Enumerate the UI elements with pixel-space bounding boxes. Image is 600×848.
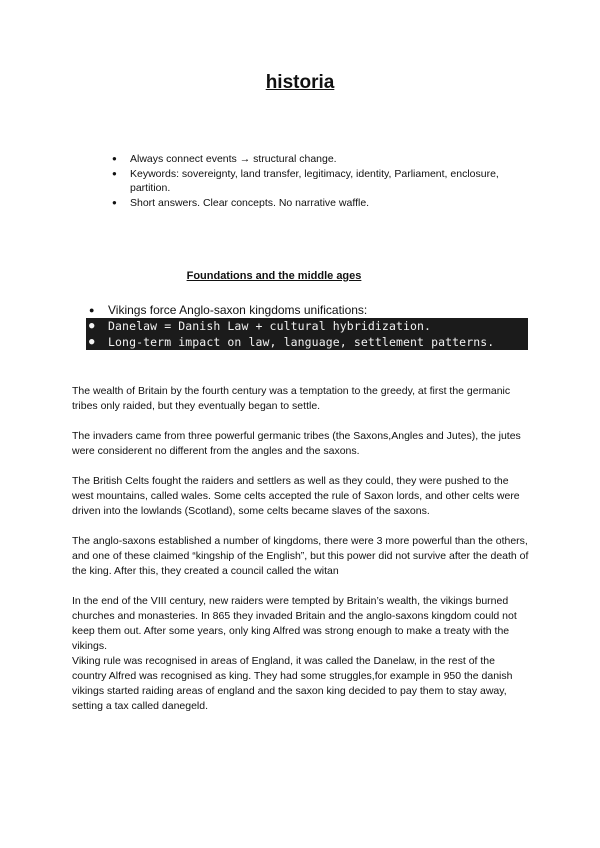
summary-list: [86, 302, 528, 350]
guideline-item: ● Always connect events → structural change.: [112, 152, 524, 167]
paragraph: The British Celts fought the raiders and settlers as well as they could, they were pushed to the west mountains, called wales. Some celts accepted the rule of Saxon lords, and other celts were driven into the lowlands (Scotland), some celts became slaves of the saxons.: [72, 475, 520, 517]
paragraph: In the end of the VIII century, new raiders were tempted by Britain’s wealth, the vikings burned churches and monasteries. In 865 they invaded Britain and the anglo-saxons kingdom could not keep them out. After some years, only king Alfred was strong enough to make a treaty with the vikings.: [72, 595, 517, 652]
document-title: historia: [265, 72, 335, 93]
paragraph: The wealth of Britain by the fourth century was a temptation to the greedy, at first the germanic tribes only raided, but they eventually began to settle.: [72, 385, 511, 412]
section-heading: Foundations and the middle ages: [186, 270, 362, 282]
paragraph: The invaders came from three powerful germanic tribes (the Saxons,Angles and Jutes), the jutes were considerent no different from the angles and the saxons.: [72, 430, 521, 457]
summary-item-highlighted: ● Long-term impact on law, language, settlement patterns.: [86, 334, 528, 350]
guideline-item: ● Keywords: sovereignty, land transfer, legitimacy, identity, Parliament, enclosure, partition.: [112, 167, 524, 196]
summary-item: ● Vikings force Anglo-saxon kingdoms unifications:: [86, 302, 528, 318]
paragraph: Viking rule was recognised in areas of England, it was called the Danelaw, in the rest of the country Alfred was recognised as king. They had some struggles,for example in 950 the danish vikings started raiding areas of england and the saxon king decided to pay them to stay away, setting a tax called danegeld.: [72, 655, 513, 712]
paragraph: The anglo-saxons established a number of kingdoms, there were 3 more powerful than the others, and one of these claimed “kingship of the English”, but this power did not survive after the death of the king. After this, they created a council called the witan: [72, 535, 529, 577]
summary-item-highlighted: ● Danelaw = Danish Law + cultural hybridization.: [86, 318, 528, 334]
body-text: [72, 384, 532, 729]
guideline-item: ● Short answers. Clear concepts. No narrative waffle.: [112, 196, 524, 211]
guidelines-list: [112, 152, 524, 210]
